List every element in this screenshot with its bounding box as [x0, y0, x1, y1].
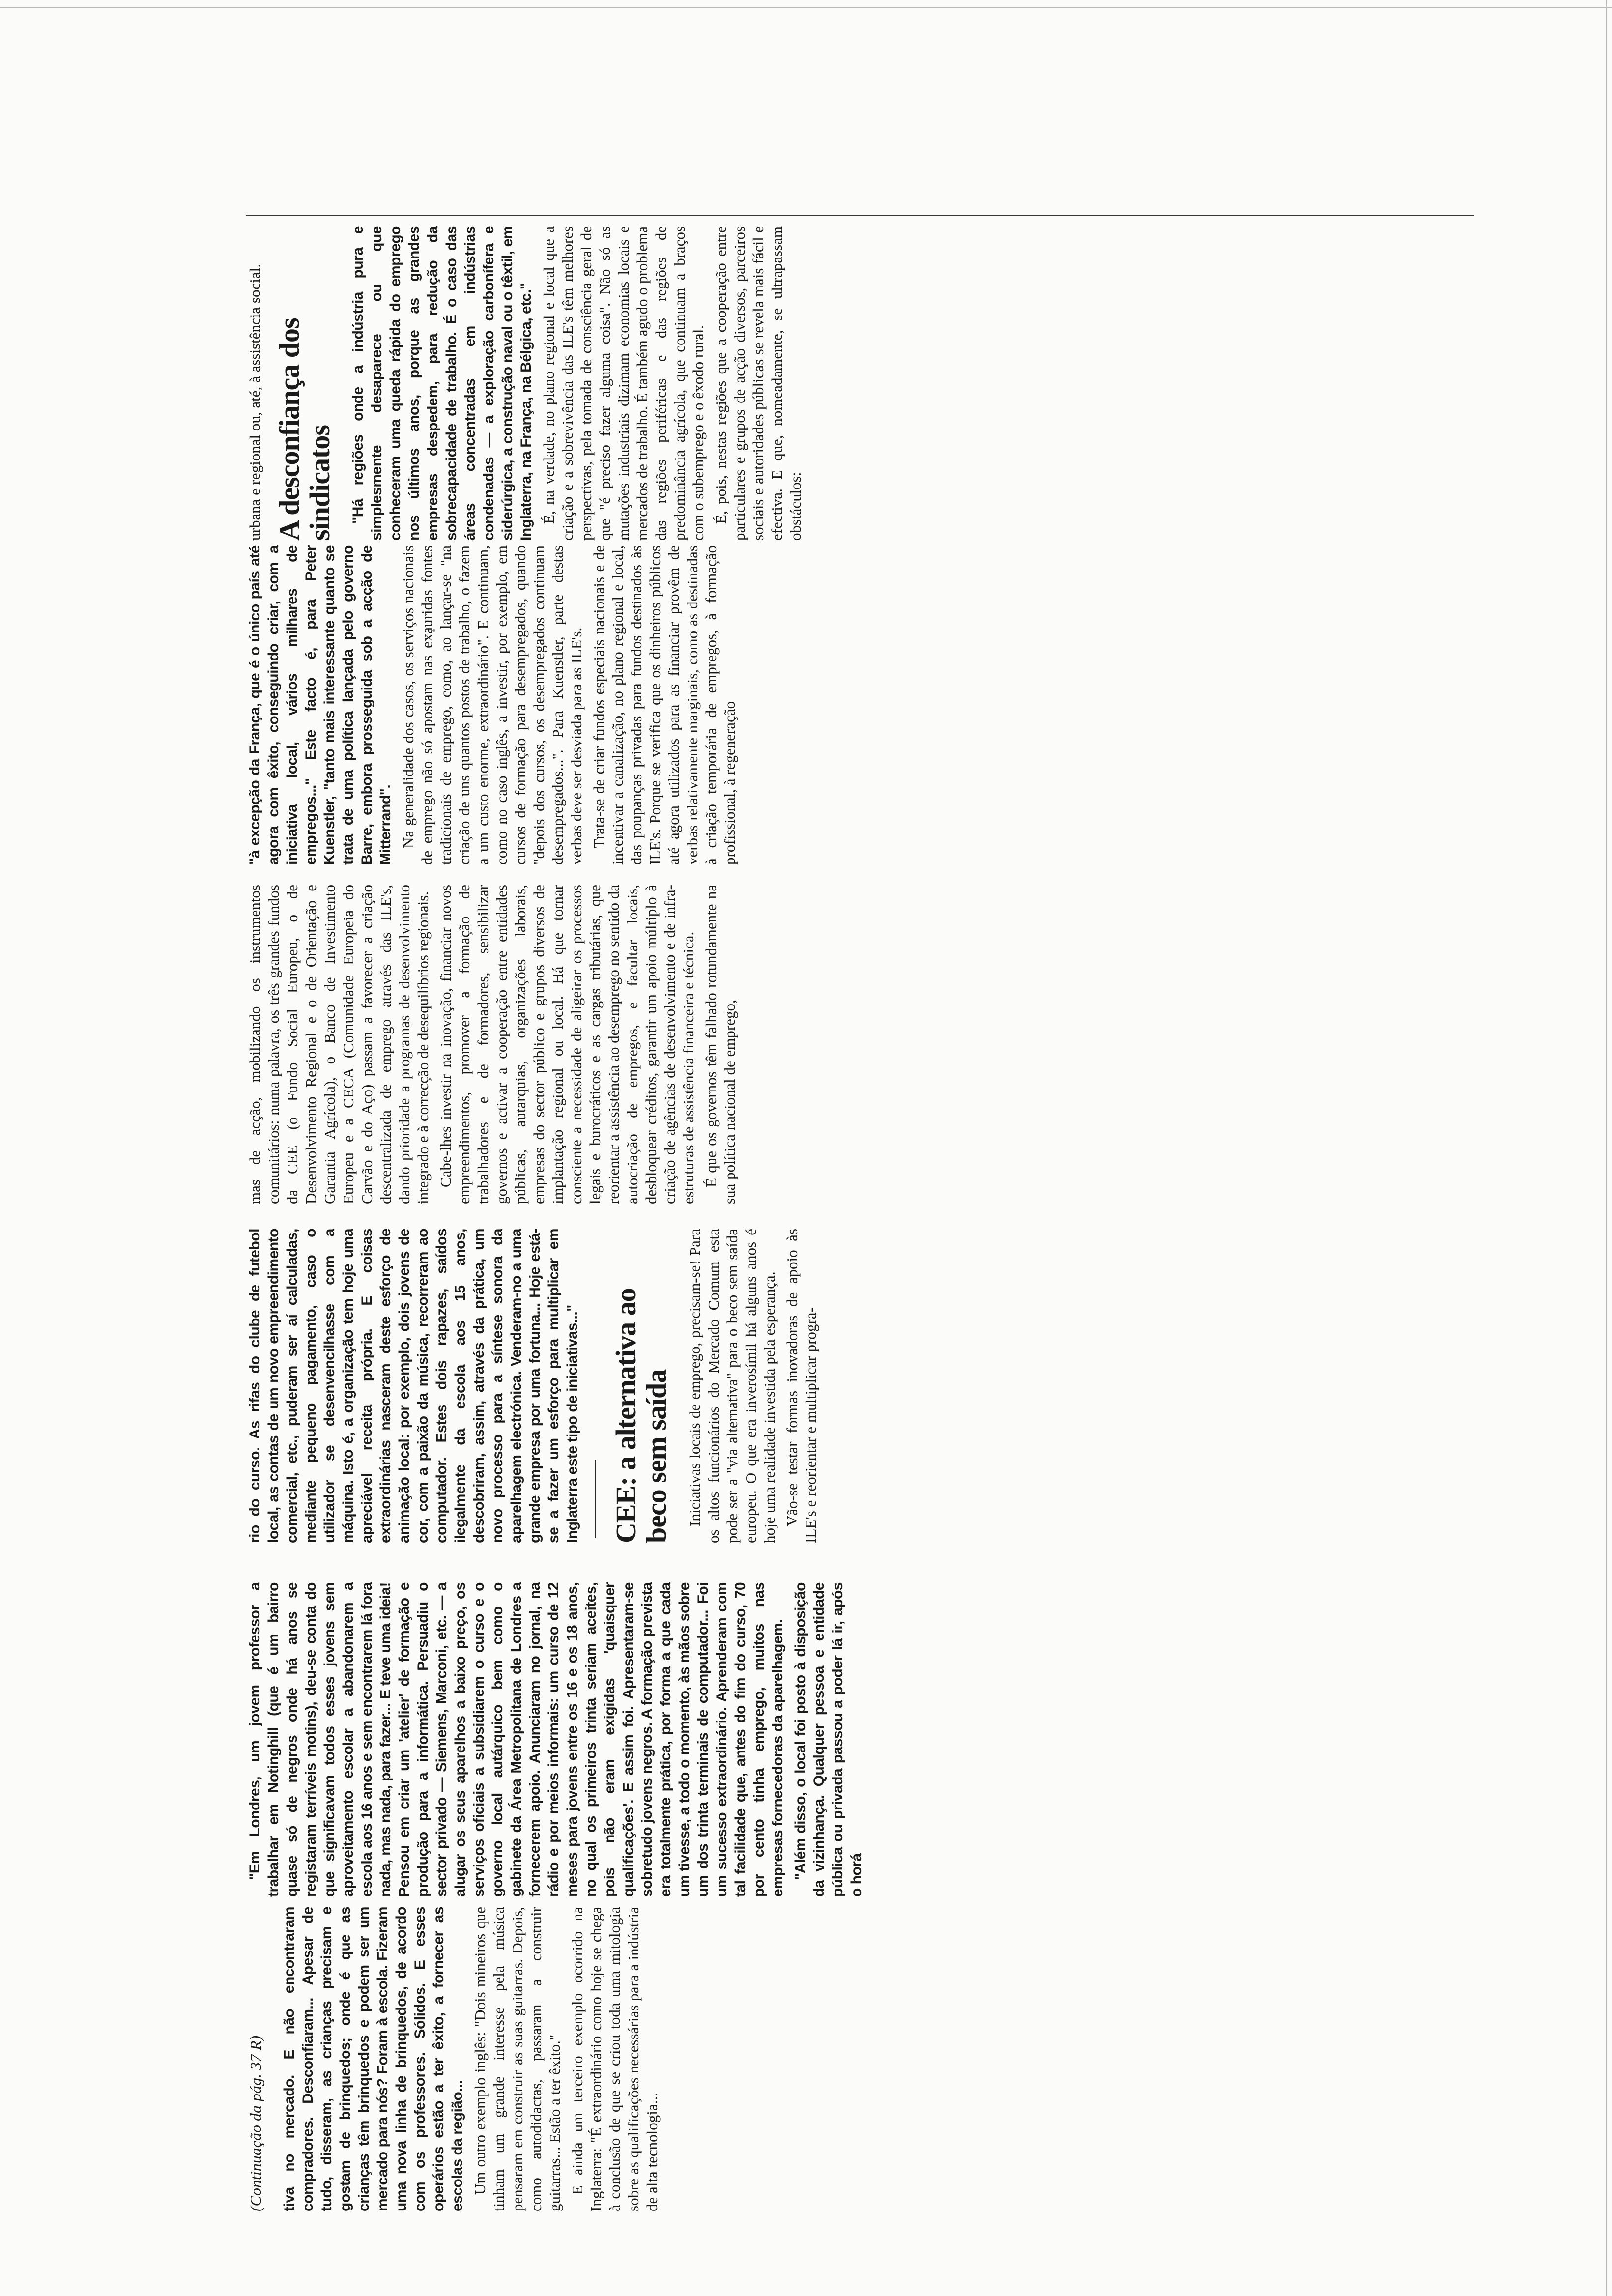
article-column-1: [246, 1907, 1543, 2211]
scan-edge-right: [1606, 0, 1607, 2296]
continuation-note: (Continuação da pág. 37 R): [247, 2035, 264, 2211]
paragraph: Na generalidade dos casos, os serviços nacionais de emprego não só apostam nas exauridas fontes tradicionais de emprego, como, ao lançar-se "na criação de uns quantos postos de trabalho, o fazem a um custo enorme, extraordinário". E continuam, como no caso inglês, a investir, por exemplo, em cursos de formação para desempregados, quando "depois dos cursos, os desempregados continuam desempregados...". Para Kuenstler, parte destas verbas deve ser desviada para as ILE's.: [400, 545, 585, 865]
section-rule: [595, 1460, 596, 1538]
column-divider: [246, 215, 1474, 216]
paragraph: "Há regiões onde a indústria pura e simplesmente desaparece ou que conheceram uma queda rápida do emprego nos últimos anos, porque as grandes empresas despedem, para redução da sobrecapacidade de trabalho. É o caso das áreas concentradas em indústrias condenadas — a exploração carbonífera e siderúrgica, a construção naval ou o têxtil, em Inglaterra, na França, na Bélgica, etc.": [350, 226, 534, 541]
paragraph: urbana e regional ou, até, à assistência social.: [246, 264, 263, 541]
paragraph: É, na verdade, no plano regional e local que a criação e a sobrevivência das ILE's têm melhores perspectivas, pela tomada de consciência geral de que "é preciso fazer alguma coisa". Não só as mutações industriais dizimam economias locais e mercados de trabalho. É também agudo o problema das regiões periféricas e das regiões de predominância agrícola, que continuam a braços com o subemprego e o êxodo rural.: [540, 226, 707, 541]
paragraph: "Além disso, o local foi posto à disposição da vizinhança. Qualquer pessoa e entidade pública ou privada passou a poder lá ir, após o horá: [792, 1582, 864, 1897]
article-column-4: [246, 885, 1543, 1204]
article-column-6: [246, 226, 1543, 541]
paragraph: Um outro exemplo inglês: "Dois mineiros que tinham um grande interesse pela música pensaram em construir as suas guitarras. Depois, como autodidactas, passaram a construir guitarras... Estão a ter êxito.": [471, 1907, 563, 2211]
paragraph: Iniciativas locais de emprego, precisam-se! Para os altos funcionários do Mercado Comum esta pode ser a "via alternativa" para o beco sem saída europeu. O que era inverosímil há alguns anos é hoje uma realidade investida pela esperança.: [686, 1229, 778, 1543]
paragraph: "à excepção da França, que é o único país até agora com êxito, conseguindo criar, com a iniciativa local, vários milhares de empregos..." Este facto é, para Peter Kuenstler, "tanto mais interessante quanto se trata de uma política lançada pelo governo Barre, embora prosseguida sob a acção de Mitterrand".: [247, 545, 394, 865]
article-column-5: [246, 545, 1543, 865]
article-column-3: [246, 1229, 1543, 1543]
paragraph: Vão-se testar formas inovadoras de apoio às ILE's e reorientar e multiplicar progra-: [783, 1229, 819, 1543]
section-heading-sindicatos: A desconfiança dos sindicatos: [273, 318, 336, 541]
paragraph: E ainda um terceiro exemplo ocorrido na Inglaterra: "É extraordinário como hoje se chega à conclusão de que se criou toda uma mitologia sobre as qualificações necessárias para a indústria de alta tecnologia...: [569, 1907, 661, 2211]
paragraph: Trata-se de criar fundos especiais nacionais e de incentivar a canalização, no plano regional e local, das poupanças privadas para fundos destinados às ILE's. Porque se verifica que os dinheiros públicos até agora utilizados para as financiar provêm de verbas relativamente marginais, como as destinadas à criação temporária de empregos, à formação profissional, à regeneração: [590, 545, 738, 865]
section-heading-cee: CEE: a alternativa ao beco sem saída: [610, 1288, 672, 1543]
article-column-2: [246, 1582, 1543, 1897]
paragraph: "Em Londres, um jovem professor a trabalhar em Notinghill (que é um bairro quase só de negros onde há anos se registaram terríveis motins), deu-se conta do que significavam todos esses jovens sem aproveitamento escolar a abandonarem a escola aos 16 anos e sem encontrarem lá fora nada, mas nada, para fazer... E teve uma ideia! Pensou em criar um 'atelier' de formação e produção para a informática. Persuadiu o sector privado — Siemens, Marconi, etc. — a alugar os seus aparelhos a baixo preço, os serviços oficiais a subsidiarem o curso e o governo local autárquico bem como o gabinete da Área Metropolitana de Londres a fornecerem apoio. Anunciaram no jornal, na rádio e por meios informais: um curso de 12 meses para jovens entre os 16 e os 18 anos, no qual os primeiros trinta seriam aceites, pois não eram exigidas 'quaisquer qualificações'. E assim foi. Apresentaram-se sobretudo jovens negros. A formação prevista era totalmente prática, por forma a que cada um tivesse, a todo o momento, às mãos sobre um dos trinta terminais de computador... Foi um sucesso extraordinário. Aprenderam com tal facilidade que, antes do fim do curso, 70 por cento tinha emprego, muitos nas empresas fornecedoras da aparelhagem.: [247, 1582, 786, 1897]
paragraph: rio do curso. As rifas do clube de futebol local, as contas de um novo empreendimento comercial, etc., puderam ser aí calculadas, mediante pequeno pagamento, caso o utilizador se desenvencilhasse com a máquina. Isto é, a organização tem hoje uma apreciável receita própria. E coisas extraordinárias nasceram deste esforço de animação local: por exemplo, dois jovens de cor, com a paixão da música, recorreram ao computador. Estes dois rapazes, saídos ilegalmente da escola aos 15 anos, descobriram, assim, através da prática, um novo processo para a síntese sonora da aparelhagem electrónica. Venderam-no a uma grande empresa por uma fortuna... Hoje está-se a fazer um esforço para multiplicar em Inglaterra este tipo de iniciativas...": [247, 1229, 580, 1543]
paragraph: mas de acção, mobilizando os instrumentos comunitários: numa palavra, os três grandes fundos da CEE (o Fundo Social Europeu, o de Desenvolvimento Regional e o de Orientação e Garantia Agrícola), o Banco de Investimento Europeu e a CECA (Comunidade Europeia do Carvão e do Aço) passam a favorecer a criação descentralizada de emprego através das ILE's, dando prioridade a programas de desenvolvimento integrado e à correcção de desequilíbrios regionais.: [246, 885, 432, 1204]
paragraph: tiva no mercado. E não encontraram compradores. Desconfiaram... Apesar de tudo, disseram, as crianças precisam e gostam de brinquedos; onde é que as crianças têm brinquedos e podem ser um mercado para nós? Foram à escola. Fizeram uma nova linha de brinquedos, de acordo com os professores. Sólidos. E esses operários estão a ter êxito, a fornecer as escolas da região...: [281, 1907, 465, 2211]
scan-edge-top: [0, 7, 1612, 8]
article-body: [246, 59, 1543, 2211]
paragraph: É que os governos têm falhado rotundamente na sua política nacional de emprego,: [702, 885, 738, 1204]
paragraph: É, pois, nestas regiões que a cooperação entre particulares e grupos de acção diversos, parceiros sociais e autoridades públicas se revela mais fácil e efectiva. E que, nomeadamente, se ultrapassam obstáculos:: [712, 226, 804, 541]
paragraph: Cabe-lhes investir na inovação, financiar novos empreendimentos, promover a formação de trabalhadores e de formadores, sensibilizar governos e activar a cooperação entre entidades públicas, autarquias, organizações laborais, empresas do sector público e grupos diversos de implantação regional ou local. Há que tornar consciente a necessidade de aligeirar os processos legais e burocráticos e as cargas tributárias, que reorientar a assistência ao desemprego no sentido da autocriação de empregos, e facultar locais, desbloquear créditos, garantir um apoio múltiplo à criação de agências de desenvolvimento e de infra-estruturas de assistência financeira e técnica.: [437, 885, 697, 1204]
